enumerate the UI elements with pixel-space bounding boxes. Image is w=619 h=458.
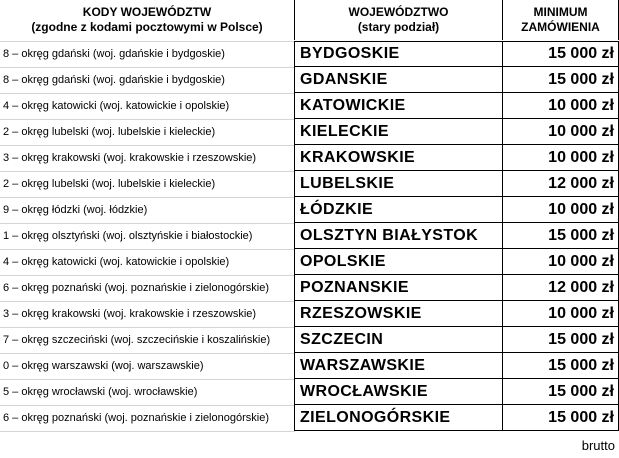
region-cell: ZIELONOGÓRSKIE: [295, 405, 503, 431]
table-row: [0, 171, 619, 197]
amount-cell: 15 000 zł: [503, 353, 619, 379]
code-cell: 6 – okręg poznański (woj. poznańskie i zielonogórskie): [0, 275, 295, 301]
table-row: [0, 67, 619, 93]
amount-cell: 10 000 zł: [503, 145, 619, 171]
code-cell: 4 – okręg katowicki (woj. katowickie i opolskie): [0, 249, 295, 275]
code-cell: 8 – okręg gdański (woj. gdańskie i bydgoskie): [0, 67, 295, 93]
region-cell: WROCŁAWSKIE: [295, 379, 503, 405]
region-cell: WARSZAWSKIE: [295, 353, 503, 379]
amount-cell: 12 000 zł: [503, 171, 619, 197]
header-minimum: [503, 0, 619, 40]
table-row: [0, 93, 619, 119]
code-cell: 1 – okręg olsztyński (woj. olsztyńskie i białostockie): [0, 223, 295, 249]
amount-cell: 15 000 zł: [503, 223, 619, 249]
region-cell: BYDGOSKIE: [295, 41, 503, 67]
region-cell: KIELECKIE: [295, 119, 503, 145]
region-cell: KRAKOWSKIE: [295, 145, 503, 171]
code-cell: 8 – okręg gdański (woj. gdańskie i bydgoskie): [0, 41, 295, 67]
header-codes-title: KODY WOJEWÓDZTW: [82, 5, 212, 19]
amount-cell: 15 000 zł: [503, 327, 619, 353]
amount-cell: 15 000 zł: [503, 379, 619, 405]
region-cell: ŁÓDZKIE: [295, 197, 503, 223]
amount-cell: 10 000 zł: [503, 197, 619, 223]
header-minimum-subtitle: ZAMÓWIENIA: [521, 20, 600, 34]
code-cell: 3 – okręg krakowski (woj. krakowskie i rzeszowskie): [0, 301, 295, 327]
region-cell: OLSZTYN BIAŁYSTOK: [295, 223, 503, 249]
header-codes: [0, 0, 295, 40]
row-gridline: [0, 431, 295, 432]
header-region-title: WOJEWÓDZTWO: [348, 5, 449, 19]
region-cell: GDANSKIE: [295, 67, 503, 93]
code-cell: 5 – okręg wrocławski (woj. wrocławskie): [0, 379, 295, 405]
amount-cell: 12 000 zł: [503, 275, 619, 301]
amount-cell: 15 000 zł: [503, 67, 619, 93]
table-row: [0, 41, 619, 67]
table-row: [0, 145, 619, 171]
code-cell: 2 – okręg lubelski (woj. lubelskie i kieleckie): [0, 171, 295, 197]
region-cell: LUBELSKIE: [295, 171, 503, 197]
code-cell: 2 – okręg lubelski (woj. lubelskie i kieleckie): [0, 119, 295, 145]
table-row: [0, 301, 619, 327]
table-row: [0, 249, 619, 275]
amount-cell: 10 000 zł: [503, 93, 619, 119]
table-row: [0, 119, 619, 145]
header-codes-subtitle: (zgodne z kodami pocztowymi w Polsce): [31, 20, 263, 34]
region-cell: OPOLSKIE: [295, 249, 503, 275]
header-minimum-title: MINIMUM: [533, 5, 588, 19]
amount-cell: 15 000 zł: [503, 41, 619, 67]
header-region: [295, 0, 503, 40]
table-row: [0, 275, 619, 301]
code-cell: 0 – okręg warszawski (woj. warszawskie): [0, 353, 295, 379]
code-cell: 6 – okręg poznański (woj. poznańskie i zielonogórskie): [0, 405, 295, 431]
code-cell: 9 – okręg łódzki (woj. łódzkie): [0, 197, 295, 223]
amount-cell: 10 000 zł: [503, 301, 619, 327]
code-cell: 7 – okręg szczeciński (woj. szczecińskie i koszalińskie): [0, 327, 295, 353]
brutto-note: brutto: [581, 437, 615, 453]
code-cell: 4 – okręg katowicki (woj. katowickie i opolskie): [0, 93, 295, 119]
amount-cell: 10 000 zł: [503, 119, 619, 145]
table-row: [0, 379, 619, 405]
region-cell: KATOWICKIE: [295, 93, 503, 119]
region-cell: SZCZECIN: [295, 327, 503, 353]
region-cell: RZESZOWSKIE: [295, 301, 503, 327]
amount-cell: 10 000 zł: [503, 249, 619, 275]
amount-cell: 15 000 zł: [503, 405, 619, 431]
header-region-subtitle: (stary podział): [357, 20, 440, 34]
table-row: [0, 327, 619, 353]
table-row: [0, 353, 619, 379]
table-row: [0, 223, 619, 249]
table-row: [0, 405, 619, 431]
code-cell: 3 – okręg krakowski (woj. krakowskie i rzeszowskie): [0, 145, 295, 171]
table-row: [0, 197, 619, 223]
region-cell: POZNANSKIE: [295, 275, 503, 301]
